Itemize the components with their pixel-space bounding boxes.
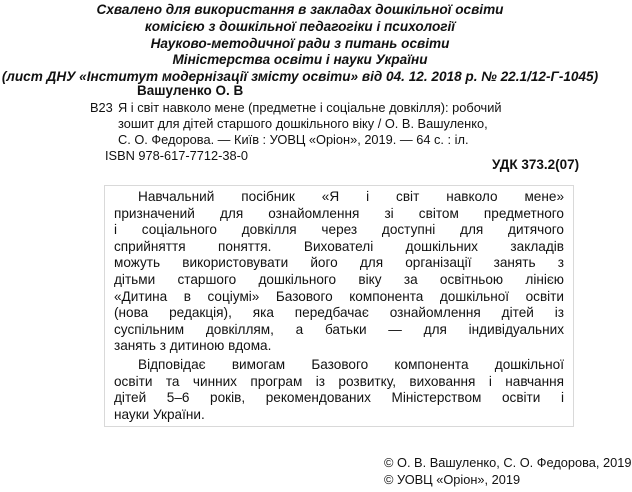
- approval-line: комісією з дошкільної педагогіки і психології: [144, 18, 456, 34]
- library-code: В23: [90, 100, 113, 115]
- author-heading: Вашуленко О. В: [137, 83, 244, 98]
- copyright-line: © О. В. Вашуленко, С. О. Федорова, 2019: [384, 455, 632, 470]
- approval-line: Науково-методичної ради з питань освіти: [150, 35, 450, 51]
- text-line: Відповідає вимогам Базового компонента дошкільної: [138, 356, 564, 372]
- text-line: занять з дитиною вдома.: [114, 338, 272, 354]
- description-line: С. О. Федорова. — Київ : УОВЦ «Оріон», 2019. — 64 с. : іл.: [118, 132, 469, 147]
- approval-line: Схвалено для використання в закладах дошкільної освіти: [96, 2, 504, 17]
- text-line: суспільним довкіллям, а батьки — для індивідуальних: [114, 321, 564, 337]
- text-line: (нова редакція), яка передбачає ознайомлення дітей із: [114, 305, 564, 321]
- text-line: Навчальний посібник «Я і світ навколо мене»: [138, 189, 564, 204]
- description-line: Я і світ навколо мене (предметне і соціальне довкілля): робочий: [118, 100, 502, 115]
- copyright-line: © УОВЦ «Оріон», 2019: [384, 471, 521, 487]
- annotation-paragraph-1: [114, 189, 564, 355]
- text-line: можуть використовувати його для організації занять з: [114, 255, 564, 271]
- bibliographic-description: [118, 100, 586, 148]
- approval-line: Міністерства освіти і науки України: [172, 52, 428, 68]
- isbn: ISBN 978-617-7712-38-0: [105, 148, 248, 163]
- text-line: науки України.: [114, 406, 205, 422]
- text-line: сприйняття поняття. Вихователі дошкільних закладів: [114, 238, 564, 254]
- approval-notice: [0, 2, 600, 86]
- annotation-paragraph-2: [114, 357, 564, 423]
- copyright-block: [384, 455, 632, 488]
- annotation-box: [104, 185, 574, 427]
- text-line: «Дитина в соціумі» Базового компонента дошкільної освіти: [114, 288, 564, 304]
- description-line: зошит для дітей старшого дошкільного віку / О. В. Вашуленко,: [118, 116, 488, 131]
- text-line: призначений для ознайомлення зі світом предметного: [114, 205, 564, 221]
- approval-line: (лист ДНУ «Інститут модернізації змісту освіти» від 04. 12. 2018 р. № 22.1/12-Г-1045): [1, 69, 599, 85]
- text-line: освіти та чинних програм із розвитку, виховання і навчання: [114, 373, 564, 389]
- text-line: дітьми старшого дошкільного віку за освітньою лінією: [114, 271, 564, 287]
- text-line: і соціального довкілля через доступні для дитячого: [114, 222, 564, 238]
- udk-code: УДК 373.2(07): [492, 157, 580, 172]
- text-line: дітей 5–6 років, рекомендованих Міністерством освіти і: [114, 390, 564, 406]
